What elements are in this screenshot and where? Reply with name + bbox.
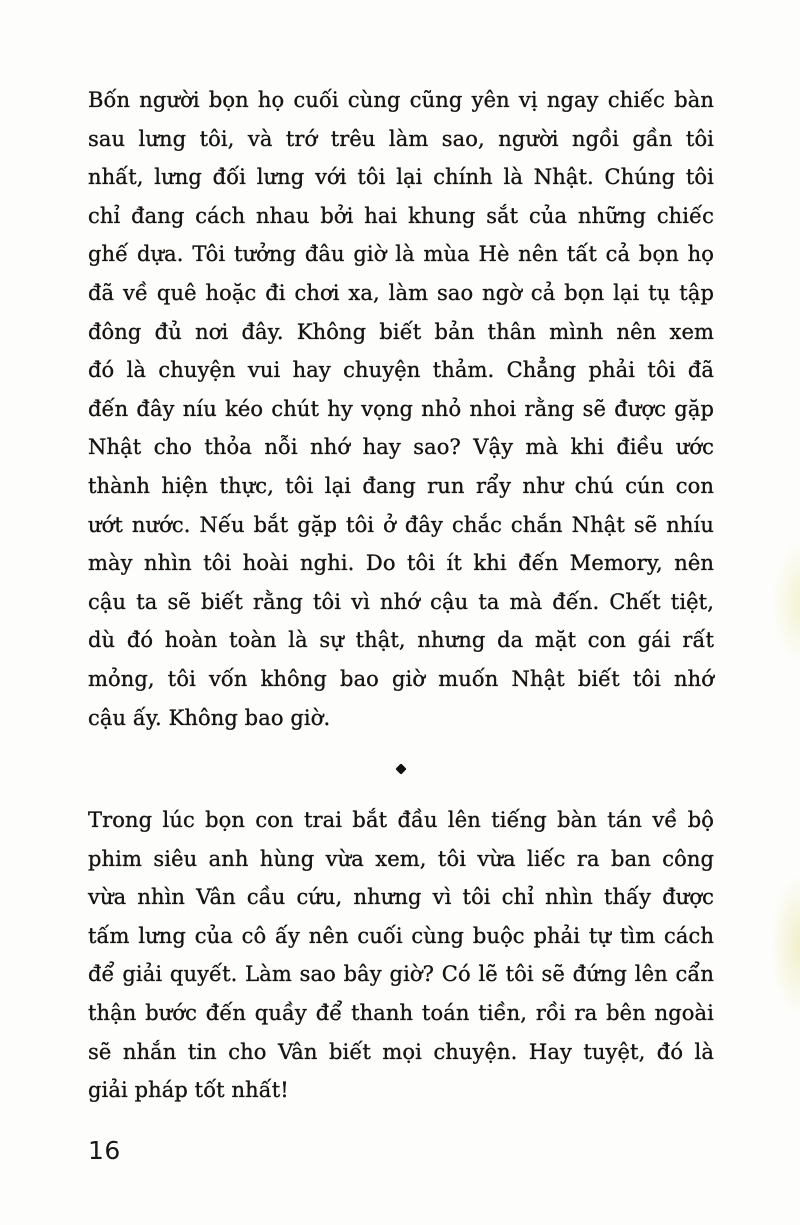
text-block xyxy=(88,81,714,1110)
text-line: mỏng, tôi vốn không bao giờ muốn Nhật biết tôi nhớ xyxy=(88,666,714,691)
text-line: cậu ta sẽ biết rằng tôi vì nhớ cậu ta mà đến. Chết tiệt, xyxy=(88,589,714,614)
text-line: đã về quê hoặc đi chơi xa, làm sao ngờ cả bọn lại tụ tập xyxy=(88,280,714,305)
text-line: mày nhìn tôi hoài nghi. Do tôi ít khi đến Memory, nên xyxy=(88,551,714,576)
text-line: đó là chuyện vui hay chuyện thảm. Chẳng phải tôi đã xyxy=(88,358,714,383)
text-line: Bốn người bọn họ cuối cùng cũng yên vị ngay chiếc bàn xyxy=(88,88,714,112)
text-line: phim siêu anh hùng vừa xem, tôi vừa liếc ra ban công xyxy=(88,846,714,871)
text-line: thành hiện thực, tôi lại đang run rẩy như chú cún con xyxy=(88,473,714,498)
text-line: thận bước đến quầy để thanh toán tiền, rồi ra bên ngoài xyxy=(88,1001,714,1026)
text-line: ghế dựa. Tôi tưởng đâu giờ là mùa Hè nên tất cả bọn họ xyxy=(88,242,714,267)
paragraph-2 xyxy=(88,801,714,1110)
paragraph-1 xyxy=(88,81,714,737)
text-line: sau lưng tôi, và trớ trêu làm sao, người ngồi gần tôi xyxy=(88,126,714,151)
scan-stain xyxy=(772,878,800,1013)
text-line: chỉ đang cách nhau bởi hai khung sắt của những chiếc xyxy=(88,203,714,228)
text-line: dù đó hoàn toàn là sự thật, nhưng da mặt con gái rất xyxy=(88,628,714,653)
text-line: để giải quyết. Làm sao bây giờ? Có lẽ tôi sẽ đứng lên cẩn xyxy=(88,962,714,987)
text-line: Trong lúc bọn con trai bắt đầu lên tiếng bàn tán về bộ xyxy=(88,808,714,833)
scan-stain xyxy=(774,545,800,660)
text-line: sẽ nhắn tin cho Vân biết mọi chuyện. Hay tuyệt, đó là xyxy=(88,1039,714,1064)
diamond-separator-icon xyxy=(395,763,406,774)
text-line: đến đây níu kéo chút hy vọng nhỏ nhoi rằng sẽ được gặp xyxy=(88,396,714,421)
text-line: Nhật cho thỏa nỗi nhớ hay sao? Vậy mà khi điều ước xyxy=(88,435,714,460)
text-line: vừa nhìn Vân cầu cứu, nhưng vì tôi chỉ nhìn thấy được xyxy=(88,885,714,910)
text-line: tấm lưng của cô ấy nên cuối cùng buộc phải tự tìm cách xyxy=(88,923,714,948)
text-line: ướt nước. Nếu bắt gặp tôi ở đây chắc chắn Nhật sẽ nhíu xyxy=(88,512,714,537)
text-line: cậu ấy. Không bao giờ. xyxy=(88,705,331,730)
section-separator xyxy=(88,737,714,801)
page-number: 16 xyxy=(88,1136,121,1165)
text-line: giải pháp tốt nhất! xyxy=(88,1078,289,1103)
text-line: đông đủ nơi đây. Không biết bản thân mình nên xem xyxy=(88,319,714,344)
text-line: nhất, lưng đối lưng với tôi lại chính là Nhật. Chúng tôi xyxy=(88,165,714,190)
